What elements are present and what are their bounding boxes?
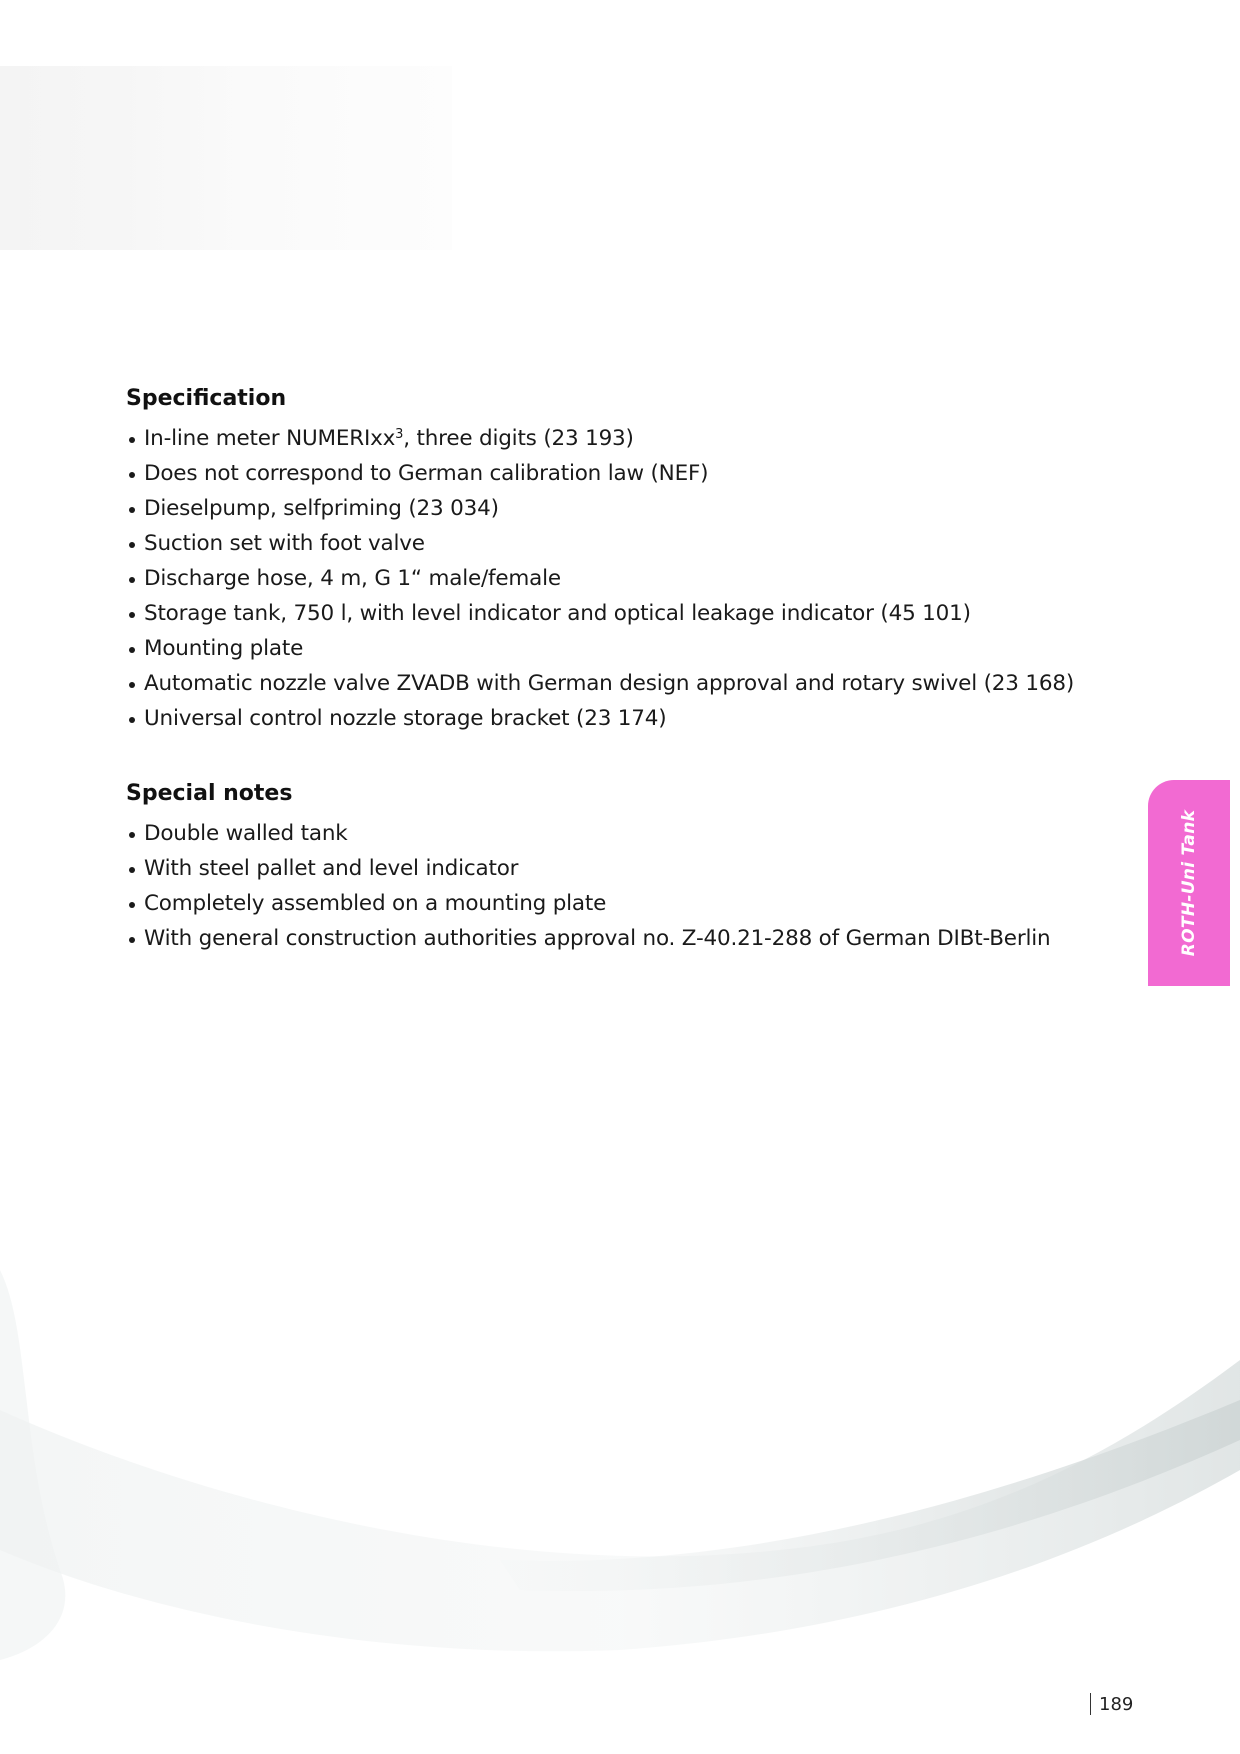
document-content [126,383,1126,956]
image-placeholder [0,66,452,250]
specification-list [126,421,1126,736]
page-number-divider [1090,1693,1091,1715]
section-tab-label: ROTH-Uni Tank [1179,809,1199,957]
special-notes-list [126,816,1126,956]
list-item: Suction set with foot valve [126,526,1126,561]
list-item: Automatic nozzle valve ZVADB with German design approval and rotary swivel (23 168) [126,666,1126,701]
section-tab[interactable] [1148,780,1230,986]
list-item: With steel pallet and level indicator [126,851,1126,886]
page-number: 189 [1099,1693,1134,1715]
page-footer [1090,1692,1133,1716]
special-notes-heading: Special notes [126,781,293,806]
water-splash-background [0,1250,1240,1670]
list-item: Dieselpump, selfpriming (23 034) [126,491,1126,526]
list-item: Discharge hose, 4 m, G 1“ male/female [126,561,1126,596]
list-item: With general construction authorities approval no. Z-40.21-288 of German DIBt-Berlin [126,921,1126,956]
list-item: In-line meter NUMERIxx$^3$, three digits (23 193) [126,421,1126,456]
list-item: Double walled tank [126,816,1126,851]
list-item: Universal control nozzle storage bracket (23 174) [126,701,1126,736]
specification-heading: Specification [126,386,287,411]
list-item: Storage tank, 750 l, with level indicator and optical leakage indicator (45 101) [126,596,1126,631]
list-item: Completely assembled on a mounting plate [126,886,1126,921]
list-item: Does not correspond to German calibration law (NEF) [126,456,1126,491]
list-item: Mounting plate [126,631,1126,666]
